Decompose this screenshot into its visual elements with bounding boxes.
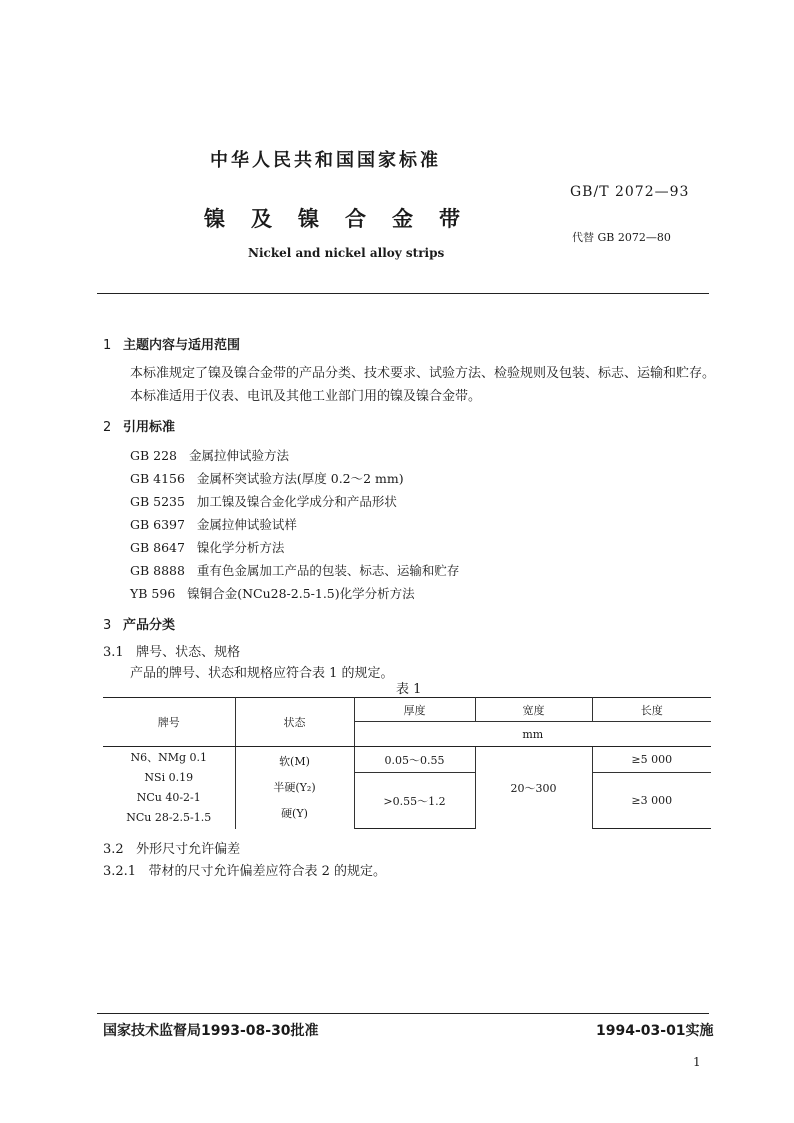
reference-code: GB 4156 <box>130 471 185 486</box>
subsection-title: 牌号、状态、规格 <box>136 645 241 660</box>
thickness-value: >0.55～1.2 <box>354 773 475 829</box>
subsection-number: 3.1 <box>103 645 124 660</box>
section-title: 产品分类 <box>123 618 176 633</box>
length-value: ≥3 000 <box>592 773 711 829</box>
subsection-title: 外形尺寸允许偏差 <box>136 842 241 857</box>
reference-title: 镍铜合金(NCu28-2.5-1.5)化学分析方法 <box>187 586 415 601</box>
section-number: 1 <box>103 338 112 353</box>
subsection-3-1-heading <box>103 641 240 660</box>
subsection-3-2-1 <box>103 860 386 879</box>
section-number: 3 <box>103 618 112 633</box>
header-state: 状态 <box>235 698 354 747</box>
subsection-3-1-text: 产品的牌号、状态和规格应符合表 1 的规定。 <box>130 666 394 681</box>
reference-code: GB 5235 <box>130 494 185 509</box>
header-width: 宽度 <box>475 698 592 722</box>
subsection-text: 带材的尺寸允许偏差应符合表 2 的规定。 <box>148 864 387 879</box>
reference-code: GB 228 <box>130 448 178 463</box>
subsection-3-2-heading <box>103 838 240 857</box>
reference-title: 金属拉伸试验试样 <box>196 517 297 532</box>
header-length: 长度 <box>592 698 711 722</box>
section-2-heading <box>103 416 175 435</box>
reference-title: 镍化学分析方法 <box>196 540 285 555</box>
section-title: 主题内容与适用范围 <box>123 338 241 353</box>
section-1-heading <box>103 334 240 353</box>
states-cell <box>235 747 354 829</box>
effective-date-text: 1994-03-01实施 <box>596 1023 714 1039</box>
state-value: 硬(Y) <box>281 806 308 820</box>
reference-item <box>130 561 459 579</box>
grade-value: NCu 40-2-1 <box>136 790 201 804</box>
approval-text: 国家技术监督局1993-08-30批准 <box>103 1023 319 1039</box>
section-1-paragraph: 本标准适用于仪表、电讯及其他工业部门用的镍及镍合金带。 <box>130 389 482 404</box>
section-3-heading <box>103 614 175 633</box>
grades-cell <box>103 747 235 829</box>
reference-code: YB 596 <box>130 586 176 601</box>
subsection-number: 3.2 <box>103 842 124 857</box>
reference-item <box>130 538 284 556</box>
header-divider <box>97 293 709 294</box>
national-standard-title: 中华人民共和国国家标准 <box>210 150 441 171</box>
width-value: 20～300 <box>475 747 592 829</box>
reference-title: 金属杯突试验方法(厚度 0.2～2 mm) <box>196 471 404 486</box>
section-title: 引用标准 <box>123 420 176 435</box>
header-thickness: 厚度 <box>354 698 475 722</box>
reference-item <box>130 584 415 602</box>
header-unit: mm <box>354 722 711 747</box>
reference-item <box>130 446 289 464</box>
section-number: 2 <box>103 420 112 435</box>
reference-item <box>130 492 397 510</box>
reference-title: 加工镍及镍合金化学成分和产品形状 <box>196 494 397 509</box>
footer-divider <box>97 1013 709 1014</box>
grade-value: NSi 0.19 <box>144 770 194 784</box>
page-number: 1 <box>693 1055 701 1069</box>
reference-code: GB 6397 <box>130 517 185 532</box>
table-1 <box>103 697 711 829</box>
reference-title: 重有色金属加工产品的包装、标志、运输和贮存 <box>196 563 460 578</box>
grade-value: NCu 28-2.5-1.5 <box>126 810 212 824</box>
reference-item <box>130 515 297 533</box>
length-value: ≥5 000 <box>592 747 711 773</box>
reference-title: 金属拉伸试验方法 <box>188 448 289 463</box>
thickness-value: 0.05～0.55 <box>354 747 475 773</box>
standard-title: 镍及镍合金带 <box>204 207 486 231</box>
reference-item <box>130 469 404 487</box>
english-title: Nickel and nickel alloy strips <box>248 246 445 260</box>
header-grade: 牌号 <box>103 698 235 747</box>
table-caption: 表 1 <box>396 682 422 697</box>
state-value: 半硬(Y₂) <box>273 780 316 794</box>
grade-value: N6、NMg 0.1 <box>130 750 208 764</box>
subsection-number: 3.2.1 <box>103 864 137 879</box>
reference-code: GB 8647 <box>130 540 185 555</box>
state-value: 软(M) <box>279 754 310 768</box>
section-1-paragraph: 本标准规定了镍及镍合金带的产品分类、技术要求、试验方法、检验规则及包装、标志、运输和贮存。 <box>130 366 716 381</box>
standard-code: GB/T 2072—93 <box>570 184 690 200</box>
reference-code: GB 8888 <box>130 563 185 578</box>
replaces-note: 代替 GB 2072—80 <box>572 231 671 244</box>
